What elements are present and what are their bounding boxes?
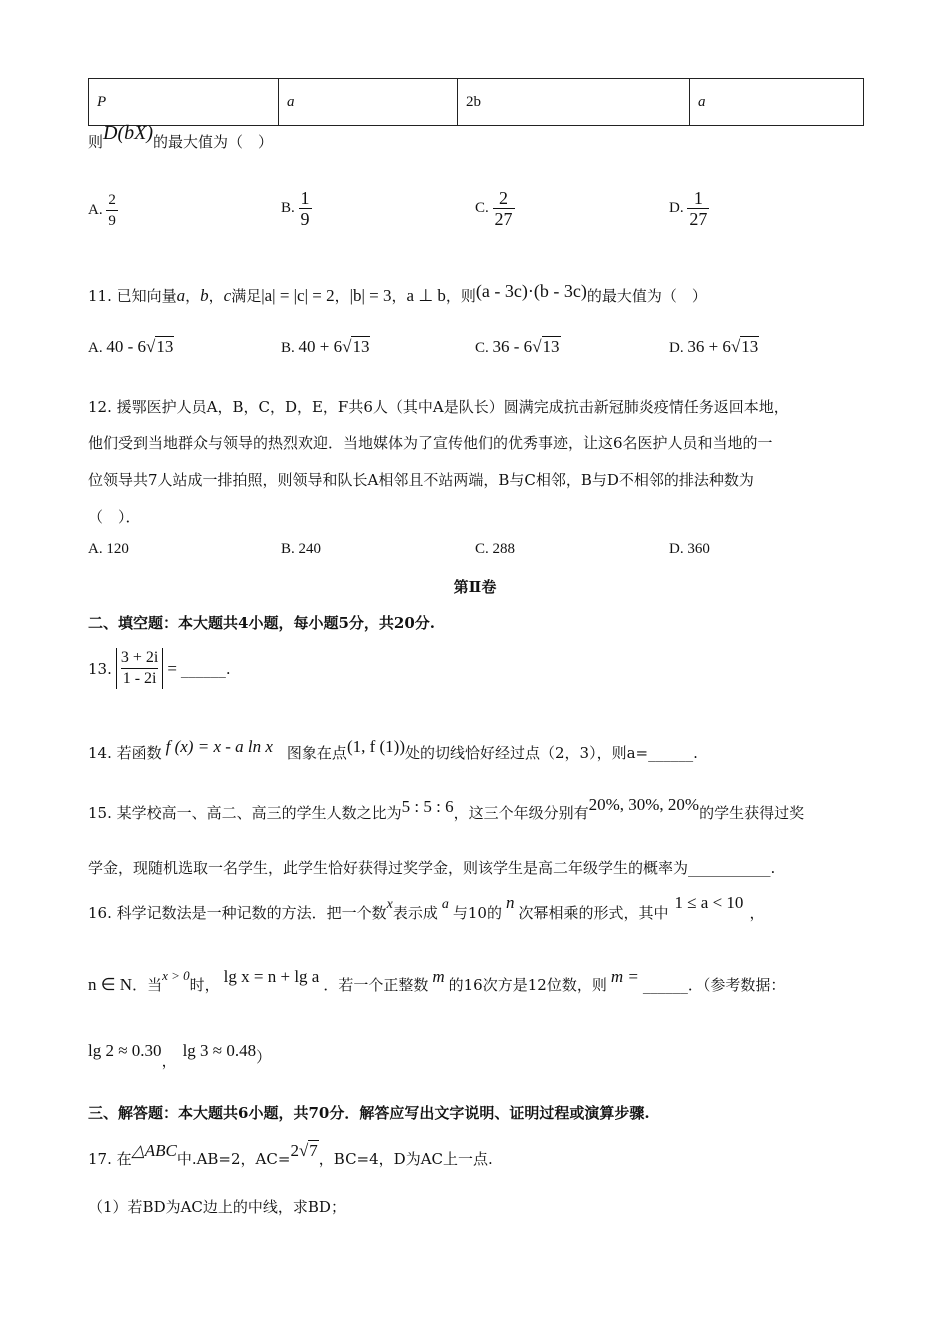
q14-function: f (x) = x - a ln x [165,737,273,756]
table-cell: P [89,79,279,126]
q12-line: 12. 援鄂医护人员A，B，C，D，E，F共6人（其中A是队长）圆满完成抗击新冠肺炎疫情任务返回本地， [88,398,789,416]
q10-option-c: C. $\frac{2}{27}$ [475,188,513,229]
q12-line: （ ）． [88,508,141,526]
q11-option-a: A. 40 - 6√13 [88,337,174,356]
q12-line: 位领导共7人站成一排拍照，则领导和队长A相邻且不站两端，B与C相邻，B与D不相邻的排法种数为 [88,471,754,489]
q11-expression: (a - 3c)·(b - 3c) [475,281,587,301]
q10-option-d: D. $\frac{1}{27}$ [669,188,708,229]
q12-option-b: B. 240 [281,541,322,557]
q11-option-d: D. 36 + 6√13 [669,337,759,356]
q11-option-c: C. 36 - 6√13 [475,337,560,356]
q16-line: n ∈ N．当x > 0时， lg x = n + lg a ．若一个正整数 m 的16次方是12位数，则 m = ______．（参考数据： [88,967,786,994]
q15-line: 学金，现随机选取一名学生，此学生恰好获得过奖学金，则该学生是高二年级学生的概率为___________. [88,859,776,877]
q12-option-c: C. 288 [475,541,516,557]
q14: 14. 若函数 f (x) = x - a ln x 图象在点(1, f (1))处的切线恰好经过点（2，3），则a=______. [88,737,698,762]
q11-option-b: B. 40 + 6√13 [281,337,370,356]
section-title: 第Ⅱ卷 [453,578,497,596]
table-cell: a [279,79,458,126]
q16-line: 16. 科学记数法是一种记数的方法．把一个数x表示成 a 与10的n次幂相乘的形式，其中1 ≤ a < 10， [88,893,765,922]
q10-option-b: B. $\frac{1}{9}$ [281,188,310,229]
q15-line: 15. 某学校高一、高二、高三的学生人数之比为5 : 5 : 6，这三个年级分别有20%, 30%, 20%的学生获得过奖 [88,795,805,822]
q10-expression: D(bX) [103,122,153,144]
q12-option-a: A. 120 [88,541,129,557]
q10-option-a: A. $\frac{2}{9}$ [88,192,116,229]
table-row [89,79,864,126]
table-cell: 2b [458,79,690,126]
table-cell: a [690,79,864,126]
q12-option-d: D. 360 [669,541,710,557]
section-header: 三、解答题：本大题共6小题，共70分．解答应写出文字说明、证明过程或演算步骤. [88,1104,650,1122]
q16-line: lg 2 ≈ 0.30，lg 3 ≈ 0.48） [88,1041,272,1070]
q12-line: 他们受到当地群众与领导的热烈欢迎．当地媒体为了宣传他们的优秀事迹，让这6名医护人员和当地的一 [88,434,773,452]
section-header: 二、填空题：本大题共4小题，每小题5分，共20分. [88,614,435,632]
distribution-table [88,78,864,126]
q11-stem: 11. 已知向量a，b，c满足|a| = |c| = 2，|b| = 3，a ⊥ b，则(a - 3c)·(b - 3c)的最大值为（ ） [88,281,707,305]
triangle-symbol: △ABC [131,1141,177,1160]
q17-subquestion: （1）若BD为AC边上的中线，求BD； [88,1198,346,1216]
q13: 13. $\frac{3 + 2i}{1 - 2i}$ = ______. [88,649,231,687]
q17-stem: 17. 在△ABC中.AB=2，AC=2√7，BC=4，D为AC上一点. [88,1141,493,1168]
q10-stem: 则D(bX)的最大值为（ ） [88,122,274,151]
